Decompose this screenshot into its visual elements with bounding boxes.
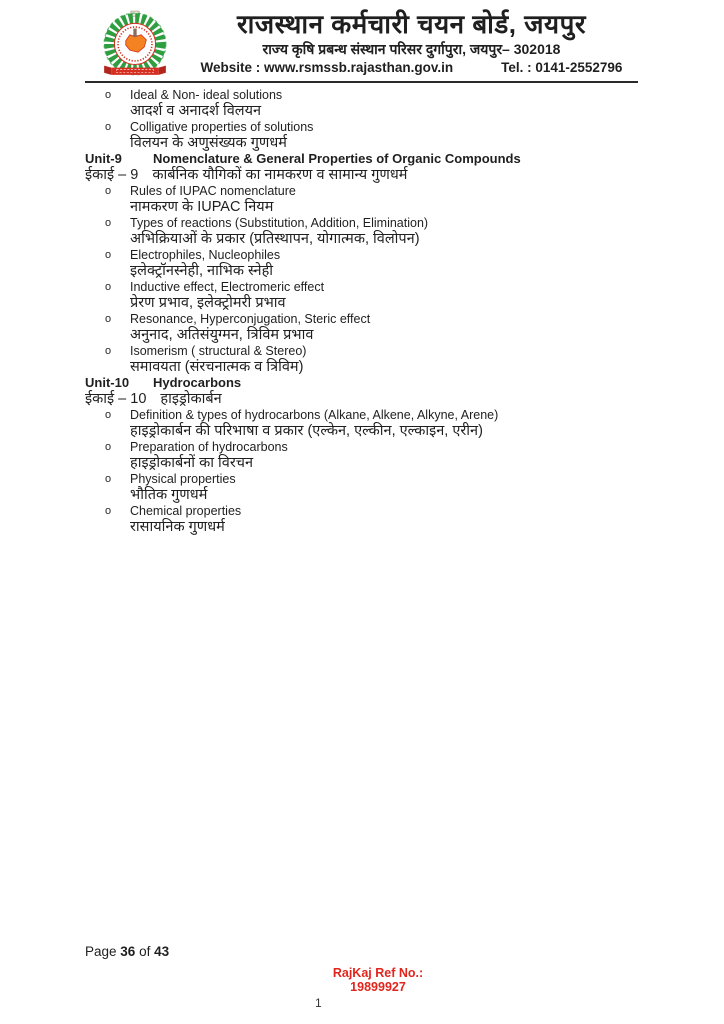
topic-text-en: Definition & types of hydrocarbons (Alkane, Alkene, Alkyne, Arene) <box>130 408 499 422</box>
syllabus-item <box>85 439 641 471</box>
bullet-marker: o <box>105 249 112 261</box>
unit-heading <box>85 375 641 407</box>
rajkaj-reference <box>333 966 423 994</box>
bullet-marker: o <box>105 505 112 517</box>
topic-text-en: Chemical properties <box>130 504 242 518</box>
rajkaj-ref-number: 19899927 <box>350 980 406 994</box>
sheet-number: 1 <box>315 996 322 1010</box>
unit-heading <box>85 151 641 183</box>
topic-text-en: Resonance, Hyperconjugation, Steric effect <box>130 312 371 326</box>
topic-text-en: Types of reactions (Substitution, Addition, Elimination) <box>130 216 429 230</box>
telephone-text: Tel. : 0141-2552796 <box>501 60 623 75</box>
rsmssb-emblem-logo <box>99 10 171 80</box>
syllabus-content <box>85 87 641 535</box>
contact-line <box>185 60 638 76</box>
page-word: Page <box>85 944 117 959</box>
unit-title-hi: हाइड्रोकार्बन <box>160 391 222 407</box>
topic-text-hi: इलेक्ट्रॉनस्नेही, नाभिक स्नेही <box>130 263 274 279</box>
syllabus-item <box>85 407 641 439</box>
syllabus-item <box>85 183 641 215</box>
topic-text-en: Isomerism ( structural & Stereo) <box>130 344 307 358</box>
page-current: 36 <box>120 944 136 959</box>
emblem-icon <box>99 10 171 80</box>
unit-title-en: Nomenclature & General Properties of Organic Compounds <box>153 151 521 166</box>
topic-text-en: Ideal & Non- ideal solutions <box>130 88 283 102</box>
topic-text-en: Rules of IUPAC nomenclature <box>130 184 296 198</box>
topic-text-en: Colligative properties of solutions <box>130 120 314 134</box>
of-word: of <box>139 944 151 959</box>
bullet-marker: o <box>105 281 112 293</box>
syllabus-item <box>85 311 641 343</box>
bullet-marker: o <box>105 185 112 197</box>
syllabus-item <box>85 119 641 151</box>
org-address: राज्य कृषि प्रबन्ध संस्थान परिसर दुर्गापुरा, जयपुर– 302018 <box>262 41 561 57</box>
topic-text-hi: रासायनिक गुणधर्म <box>130 519 225 535</box>
syllabus-item <box>85 503 641 535</box>
page-indicator <box>85 944 169 960</box>
topic-text-hi: समावयता (संरचनात्मक व त्रिविम) <box>130 359 304 375</box>
bullet-marker: o <box>105 217 112 229</box>
topic-text-hi: प्रेरण प्रभाव, इलेक्ट्रोमरी प्रभाव <box>130 295 286 311</box>
unit-label-en: Unit-9 <box>85 151 122 166</box>
topic-text-hi: अभिक्रियाओं के प्रकार (प्रतिस्थापन, योगात्मक, विलोपन) <box>130 231 420 247</box>
topic-text-hi: नामकरण के IUPAC नियम <box>130 199 274 215</box>
unit-label-hi: ईकाई – 10 <box>85 391 147 407</box>
unit-label-hi: ईकाई – 9 <box>85 167 139 183</box>
topic-text-hi: अनुनाद, अतिसंयुग्मन, त्रिविम प्रभाव <box>130 327 314 343</box>
topic-text-hi: भौतिक गुणधर्म <box>130 487 208 503</box>
letterhead <box>85 8 638 76</box>
topic-text-en: Electrophiles, Nucleophiles <box>130 248 281 262</box>
syllabus-item <box>85 87 641 119</box>
bullet-marker: o <box>105 313 112 325</box>
rajkaj-ref-label: RajKaj Ref No.: <box>332 966 424 980</box>
topic-text-en: Physical properties <box>130 472 236 486</box>
topic-text-en: Preparation of hydrocarbons <box>130 440 288 454</box>
topic-text-hi: हाइड्रोकार्बनों का विरचन <box>130 455 254 471</box>
bullet-marker: o <box>105 473 112 485</box>
unit-label-en: Unit-10 <box>85 375 130 390</box>
syllabus-item <box>85 247 641 279</box>
syllabus-item <box>85 279 641 311</box>
syllabus-item <box>85 471 641 503</box>
unit-title-en: Hydrocarbons <box>153 375 242 390</box>
org-name: राजस्थान कर्मचारी चयन बोर्ड, जयपुर <box>236 9 587 39</box>
letterhead-text <box>185 8 638 76</box>
topic-text-hi: आदर्श व अनादर्श विलयन <box>130 103 262 119</box>
bullet-marker: o <box>105 441 112 453</box>
bullet-marker: o <box>105 409 112 421</box>
header-divider <box>85 81 638 83</box>
bullet-marker: o <box>105 345 112 357</box>
topic-text-hi: विलयन के अणुसंख्यक गुणधर्म <box>130 135 287 151</box>
unit-title-hi: कार्बनिक यौगिकों का नामकरण व सामान्य गुणधर्म <box>152 167 408 183</box>
syllabus-item <box>85 215 641 247</box>
topic-text-hi: हाइड्रोकार्बन की परिभाषा व प्रकार (एल्केन, एल्कीन, एल्काइन, एरीन) <box>130 423 483 439</box>
syllabus-item <box>85 343 641 375</box>
website-text: Website : www.rsmssb.rajasthan.gov.in <box>200 60 454 75</box>
bullet-marker: o <box>105 121 112 133</box>
bullet-marker: o <box>105 89 112 101</box>
page-total: 43 <box>154 944 170 959</box>
topic-text-en: Inductive effect, Electromeric effect <box>130 280 325 294</box>
